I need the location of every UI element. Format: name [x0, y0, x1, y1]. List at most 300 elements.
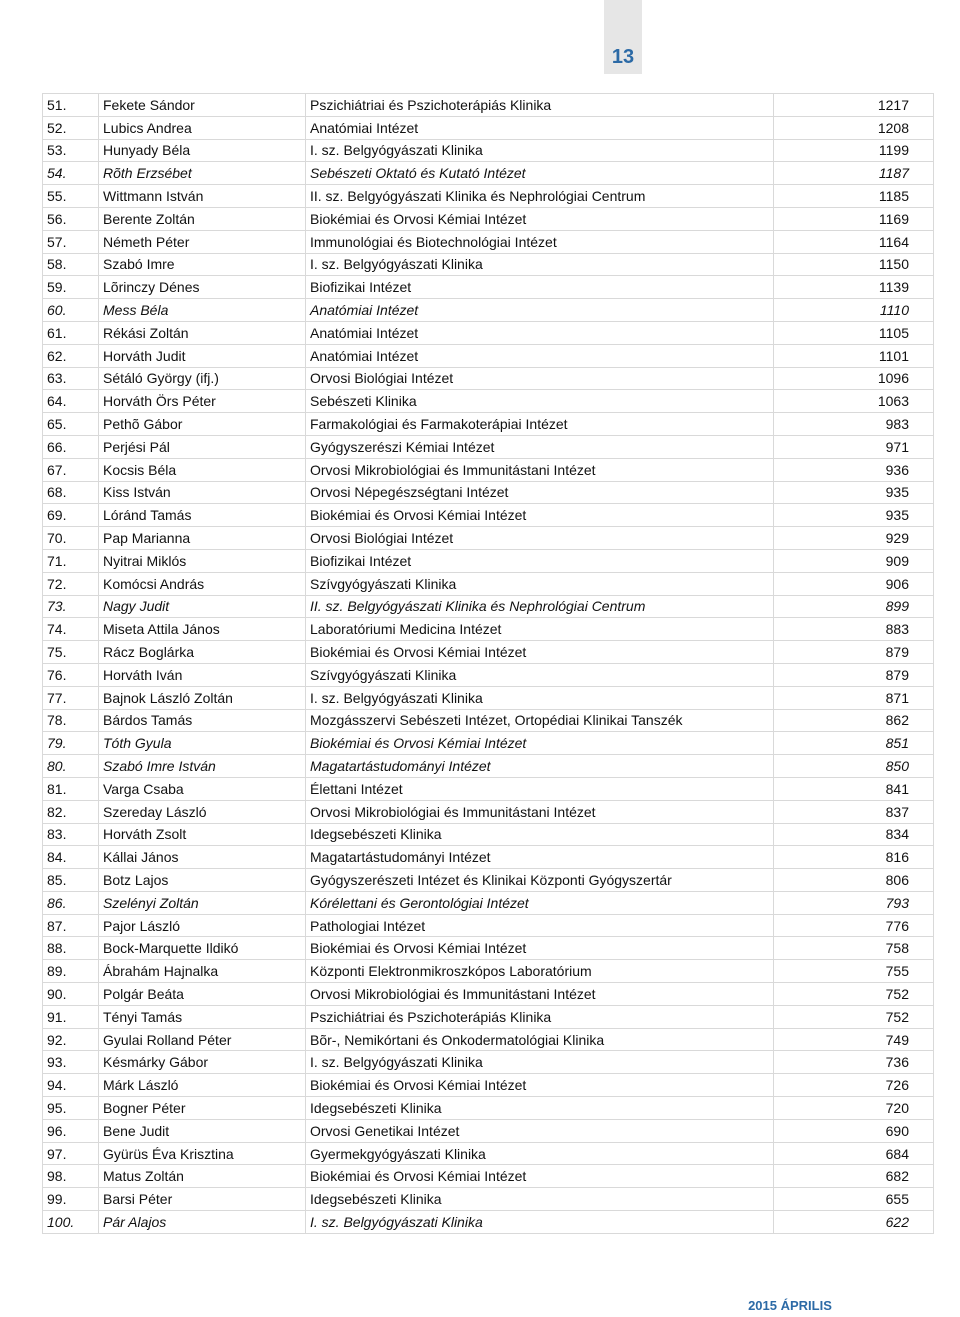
name-cell: Kállai János	[99, 846, 306, 869]
name-cell: Bene Judit	[99, 1119, 306, 1142]
institute-cell: Orvosi Biológiai Intézet	[306, 367, 774, 390]
score-cell: 758	[774, 937, 934, 960]
rank-cell: 96.	[43, 1119, 99, 1142]
rank-cell: 74.	[43, 618, 99, 641]
institute-cell: Gyermekgyógyászati Klinika	[306, 1142, 774, 1165]
institute-cell: Gyógyszerészeti Intézet és Klinikai Központi Gyógyszertár	[306, 869, 774, 892]
row-spacer	[934, 94, 960, 117]
institute-cell: Biokémiai és Orvosi Kémiai Intézet	[306, 1165, 774, 1188]
rank-cell: 56.	[43, 207, 99, 230]
rank-cell: 53.	[43, 139, 99, 162]
score-cell: 971	[774, 435, 934, 458]
rank-cell: 89.	[43, 960, 99, 983]
table-row	[43, 1142, 960, 1165]
row-spacer	[934, 777, 960, 800]
table-row	[43, 1028, 960, 1051]
score-cell: 851	[774, 732, 934, 755]
institute-cell: Biokémiai és Orvosi Kémiai Intézet	[306, 732, 774, 755]
institute-cell: I. sz. Belgyógyászati Klinika	[306, 1051, 774, 1074]
institute-cell: Élettani Intézet	[306, 777, 774, 800]
name-cell: Horváth Örs Péter	[99, 390, 306, 413]
row-spacer	[934, 299, 960, 322]
table-row	[43, 1051, 960, 1074]
rank-cell: 91.	[43, 1005, 99, 1028]
row-spacer	[934, 823, 960, 846]
institute-cell: I. sz. Belgyógyászati Klinika	[306, 253, 774, 276]
institute-cell: II. sz. Belgyógyászati Klinika és Nephrológiai Centrum	[306, 595, 774, 618]
rank-cell: 63.	[43, 367, 99, 390]
table-row	[43, 800, 960, 823]
name-cell: Berente Zoltán	[99, 207, 306, 230]
table-row	[43, 1211, 960, 1234]
table-row	[43, 983, 960, 1006]
score-cell: 883	[774, 618, 934, 641]
name-cell: Wittmann István	[99, 185, 306, 208]
rank-cell: 75.	[43, 641, 99, 664]
institute-cell: I. sz. Belgyógyászati Klinika	[306, 1211, 774, 1234]
rank-cell: 88.	[43, 937, 99, 960]
institute-cell: Orvosi Népegészségtani Intézet	[306, 481, 774, 504]
table-row	[43, 276, 960, 299]
institute-cell: Idegsebészeti Klinika	[306, 823, 774, 846]
score-cell: 1150	[774, 253, 934, 276]
rank-cell: 95.	[43, 1097, 99, 1120]
rank-cell: 98.	[43, 1165, 99, 1188]
score-cell: 935	[774, 481, 934, 504]
table-row	[43, 1097, 960, 1120]
institute-cell: Pszichiátriai és Pszichoterápiás Klinika	[306, 1005, 774, 1028]
rank-cell: 76.	[43, 663, 99, 686]
score-cell: 841	[774, 777, 934, 800]
score-cell: 622	[774, 1211, 934, 1234]
institute-cell: Orvosi Mikrobiológiai és Immunitástani Intézet	[306, 458, 774, 481]
score-cell: 879	[774, 663, 934, 686]
row-spacer	[934, 732, 960, 755]
table-row	[43, 1119, 960, 1142]
table-row	[43, 755, 960, 778]
row-spacer	[934, 1097, 960, 1120]
row-spacer	[934, 800, 960, 823]
score-cell: 935	[774, 504, 934, 527]
row-spacer	[934, 413, 960, 436]
table-row	[43, 914, 960, 937]
rank-cell: 93.	[43, 1051, 99, 1074]
institute-cell: II. sz. Belgyógyászati Klinika és Nephrológiai Centrum	[306, 185, 774, 208]
name-cell: Rácz Boglárka	[99, 641, 306, 664]
score-cell: 1208	[774, 116, 934, 139]
name-cell: Szabó Imre	[99, 253, 306, 276]
score-cell: 816	[774, 846, 934, 869]
table-row	[43, 504, 960, 527]
name-cell: Komócsi András	[99, 572, 306, 595]
table-row	[43, 641, 960, 664]
name-cell: Varga Csaba	[99, 777, 306, 800]
rank-cell: 54.	[43, 162, 99, 185]
score-cell: 1185	[774, 185, 934, 208]
table-row	[43, 185, 960, 208]
table-row	[43, 732, 960, 755]
name-cell: Botz Lajos	[99, 869, 306, 892]
rank-cell: 80.	[43, 755, 99, 778]
row-spacer	[934, 230, 960, 253]
institute-cell: Gyógyszerészi Kémiai Intézet	[306, 435, 774, 458]
rank-cell: 51.	[43, 94, 99, 117]
table-row	[43, 572, 960, 595]
score-cell: 806	[774, 869, 934, 892]
score-cell: 726	[774, 1074, 934, 1097]
row-spacer	[934, 1119, 960, 1142]
score-cell: 837	[774, 800, 934, 823]
score-cell: 850	[774, 755, 934, 778]
row-spacer	[934, 869, 960, 892]
score-cell: 862	[774, 709, 934, 732]
score-cell: 871	[774, 686, 934, 709]
institute-cell: Sebészeti Klinika	[306, 390, 774, 413]
institute-cell: Laboratóriumi Medicina Intézet	[306, 618, 774, 641]
table-row	[43, 435, 960, 458]
score-cell: 736	[774, 1051, 934, 1074]
score-cell: 1063	[774, 390, 934, 413]
table-row	[43, 527, 960, 550]
row-spacer	[934, 276, 960, 299]
name-cell: Rékási Zoltán	[99, 321, 306, 344]
table-row	[43, 618, 960, 641]
score-cell: 834	[774, 823, 934, 846]
institute-cell: Orvosi Biológiai Intézet	[306, 527, 774, 550]
row-spacer	[934, 755, 960, 778]
institute-cell: Kórélettani és Gerontológiai Intézet	[306, 891, 774, 914]
row-spacer	[934, 139, 960, 162]
name-cell: Pár Alajos	[99, 1211, 306, 1234]
institute-cell: Biofizikai Intézet	[306, 549, 774, 572]
name-cell: Bajnok László Zoltán	[99, 686, 306, 709]
row-spacer	[934, 960, 960, 983]
institute-cell: Sebészeti Oktató és Kutató Intézet	[306, 162, 774, 185]
table-row	[43, 458, 960, 481]
row-spacer	[934, 1028, 960, 1051]
footer-date: 2015 ÁPRILIS	[640, 1298, 940, 1313]
table-row	[43, 139, 960, 162]
name-cell: Pajor László	[99, 914, 306, 937]
rank-cell: 60.	[43, 299, 99, 322]
table-row	[43, 321, 960, 344]
name-cell: Rõth Erzsébet	[99, 162, 306, 185]
row-spacer	[934, 321, 960, 344]
institute-cell: Orvosi Mikrobiológiai és Immunitástani Intézet	[306, 800, 774, 823]
score-cell: 1096	[774, 367, 934, 390]
rank-cell: 87.	[43, 914, 99, 937]
row-spacer	[934, 185, 960, 208]
row-spacer	[934, 253, 960, 276]
rank-cell: 78.	[43, 709, 99, 732]
row-spacer	[934, 1188, 960, 1211]
institute-cell: Mozgásszervi Sebészeti Intézet, Ortopédiai Klinikai Tanszék	[306, 709, 774, 732]
rank-cell: 52.	[43, 116, 99, 139]
row-spacer	[934, 983, 960, 1006]
institute-cell: Immunológiai és Biotechnológiai Intézet	[306, 230, 774, 253]
table-row	[43, 549, 960, 572]
rank-cell: 72.	[43, 572, 99, 595]
institute-cell: Idegsebészeti Klinika	[306, 1188, 774, 1211]
institute-cell: Anatómiai Intézet	[306, 344, 774, 367]
score-cell: 1139	[774, 276, 934, 299]
rank-cell: 68.	[43, 481, 99, 504]
rank-cell: 71.	[43, 549, 99, 572]
row-spacer	[934, 572, 960, 595]
name-cell: Gyulai Rolland Péter	[99, 1028, 306, 1051]
score-cell: 909	[774, 549, 934, 572]
name-cell: Fekete Sándor	[99, 94, 306, 117]
name-cell: Perjési Pál	[99, 435, 306, 458]
name-cell: Bárdos Tamás	[99, 709, 306, 732]
name-cell: Lubics Andrea	[99, 116, 306, 139]
score-cell: 720	[774, 1097, 934, 1120]
institute-cell: Anatómiai Intézet	[306, 116, 774, 139]
table-row	[43, 481, 960, 504]
institute-cell: Magatartástudományi Intézet	[306, 846, 774, 869]
name-cell: Tényi Tamás	[99, 1005, 306, 1028]
rank-cell: 90.	[43, 983, 99, 1006]
score-cell: 752	[774, 1005, 934, 1028]
table-row	[43, 230, 960, 253]
name-cell: Barsi Péter	[99, 1188, 306, 1211]
score-cell: 684	[774, 1142, 934, 1165]
name-cell: Németh Péter	[99, 230, 306, 253]
table-row	[43, 207, 960, 230]
institute-cell: Biofizikai Intézet	[306, 276, 774, 299]
name-cell: Bock-Marquette Ildikó	[99, 937, 306, 960]
score-cell: 899	[774, 595, 934, 618]
table-row	[43, 94, 960, 117]
name-cell: Horváth Iván	[99, 663, 306, 686]
score-cell: 983	[774, 413, 934, 436]
name-cell: Lóránd Tamás	[99, 504, 306, 527]
institute-cell: Pszichiátriai és Pszichoterápiás Klinika	[306, 94, 774, 117]
table-row	[43, 299, 960, 322]
rank-cell: 77.	[43, 686, 99, 709]
row-spacer	[934, 641, 960, 664]
name-cell: Gyürüs Éva Krisztina	[99, 1142, 306, 1165]
name-cell: Polgár Beáta	[99, 983, 306, 1006]
rank-cell: 55.	[43, 185, 99, 208]
institute-cell: Magatartástudományi Intézet	[306, 755, 774, 778]
rank-cell: 58.	[43, 253, 99, 276]
rank-cell: 97.	[43, 1142, 99, 1165]
score-cell: 752	[774, 983, 934, 1006]
table-row	[43, 162, 960, 185]
table-row	[43, 1005, 960, 1028]
rank-cell: 86.	[43, 891, 99, 914]
rank-cell: 84.	[43, 846, 99, 869]
table-row	[43, 413, 960, 436]
row-spacer	[934, 435, 960, 458]
row-spacer	[934, 367, 960, 390]
table-row	[43, 686, 960, 709]
score-cell: 1110	[774, 299, 934, 322]
institute-cell: Idegsebészeti Klinika	[306, 1097, 774, 1120]
institute-cell: Szívgyógyászati Klinika	[306, 572, 774, 595]
score-cell: 1169	[774, 207, 934, 230]
institute-cell: I. sz. Belgyógyászati Klinika	[306, 686, 774, 709]
row-spacer	[934, 162, 960, 185]
name-cell: Nyitrai Miklós	[99, 549, 306, 572]
row-spacer	[934, 891, 960, 914]
institute-cell: Biokémiai és Orvosi Kémiai Intézet	[306, 504, 774, 527]
rank-cell: 73.	[43, 595, 99, 618]
rank-cell: 83.	[43, 823, 99, 846]
rank-cell: 65.	[43, 413, 99, 436]
score-cell: 655	[774, 1188, 934, 1211]
name-cell: Mess Béla	[99, 299, 306, 322]
table-row	[43, 869, 960, 892]
table-row	[43, 390, 960, 413]
row-spacer	[934, 549, 960, 572]
row-spacer	[934, 207, 960, 230]
row-spacer	[934, 116, 960, 139]
row-spacer	[934, 1211, 960, 1234]
table-row	[43, 595, 960, 618]
rank-cell: 99.	[43, 1188, 99, 1211]
name-cell: Pap Marianna	[99, 527, 306, 550]
score-cell: 749	[774, 1028, 934, 1051]
rank-cell: 100.	[43, 1211, 99, 1234]
institute-cell: Orvosi Genetikai Intézet	[306, 1119, 774, 1142]
table-row	[43, 663, 960, 686]
row-spacer	[934, 1165, 960, 1188]
name-cell: Szereday László	[99, 800, 306, 823]
row-spacer	[934, 390, 960, 413]
rank-cell: 69.	[43, 504, 99, 527]
row-spacer	[934, 504, 960, 527]
score-cell: 879	[774, 641, 934, 664]
score-cell: 793	[774, 891, 934, 914]
rank-cell: 67.	[43, 458, 99, 481]
name-cell: Bogner Péter	[99, 1097, 306, 1120]
score-cell: 929	[774, 527, 934, 550]
table-row	[43, 367, 960, 390]
name-cell: Lõrinczy Dénes	[99, 276, 306, 299]
table-row	[43, 823, 960, 846]
rank-cell: 66.	[43, 435, 99, 458]
score-cell: 755	[774, 960, 934, 983]
name-cell: Horváth Zsolt	[99, 823, 306, 846]
row-spacer	[934, 709, 960, 732]
score-cell: 682	[774, 1165, 934, 1188]
rank-cell: 59.	[43, 276, 99, 299]
score-cell: 1101	[774, 344, 934, 367]
institute-cell: I. sz. Belgyógyászati Klinika	[306, 139, 774, 162]
score-cell: 1199	[774, 139, 934, 162]
score-cell: 1217	[774, 94, 934, 117]
name-cell: Miseta Attila János	[99, 618, 306, 641]
name-cell: Horváth Judit	[99, 344, 306, 367]
institute-cell: Központi Elektronmikroszkópos Laboratórium	[306, 960, 774, 983]
score-cell: 1105	[774, 321, 934, 344]
institute-cell: Biokémiai és Orvosi Kémiai Intézet	[306, 1074, 774, 1097]
rank-cell: 62.	[43, 344, 99, 367]
score-cell: 1164	[774, 230, 934, 253]
rank-cell: 57.	[43, 230, 99, 253]
table-row	[43, 1074, 960, 1097]
row-spacer	[934, 527, 960, 550]
institute-cell: Anatómiai Intézet	[306, 321, 774, 344]
row-spacer	[934, 618, 960, 641]
row-spacer	[934, 846, 960, 869]
name-cell: Késmárky Gábor	[99, 1051, 306, 1074]
institute-cell: Pathologiai Intézet	[306, 914, 774, 937]
row-spacer	[934, 1005, 960, 1028]
rank-cell: 61.	[43, 321, 99, 344]
table-row	[43, 1188, 960, 1211]
ranking-table-body	[43, 94, 960, 1234]
row-spacer	[934, 937, 960, 960]
rank-cell: 79.	[43, 732, 99, 755]
page-number: 13	[604, 0, 642, 74]
rank-cell: 70.	[43, 527, 99, 550]
row-spacer	[934, 344, 960, 367]
table-row	[43, 253, 960, 276]
name-cell: Tóth Gyula	[99, 732, 306, 755]
institute-cell: Anatómiai Intézet	[306, 299, 774, 322]
score-cell: 906	[774, 572, 934, 595]
row-spacer	[934, 595, 960, 618]
rank-cell: 64.	[43, 390, 99, 413]
institute-cell: Biokémiai és Orvosi Kémiai Intézet	[306, 937, 774, 960]
table-row	[43, 709, 960, 732]
name-cell: Márk László	[99, 1074, 306, 1097]
table-row	[43, 1165, 960, 1188]
rank-cell: 92.	[43, 1028, 99, 1051]
name-cell: Kocsis Béla	[99, 458, 306, 481]
table-row	[43, 891, 960, 914]
institute-cell: Farmakológiai és Farmakoterápiai Intézet	[306, 413, 774, 436]
row-spacer	[934, 1142, 960, 1165]
rank-cell: 94.	[43, 1074, 99, 1097]
name-cell: Szabó Imre István	[99, 755, 306, 778]
institute-cell: Orvosi Mikrobiológiai és Immunitástani Intézet	[306, 983, 774, 1006]
table-row	[43, 116, 960, 139]
score-cell: 1187	[774, 162, 934, 185]
name-cell: Pethõ Gábor	[99, 413, 306, 436]
institute-cell: Biokémiai és Orvosi Kémiai Intézet	[306, 207, 774, 230]
institute-cell: Szívgyógyászati Klinika	[306, 663, 774, 686]
score-cell: 690	[774, 1119, 934, 1142]
row-spacer	[934, 1074, 960, 1097]
ranking-table	[42, 93, 960, 1234]
name-cell: Nagy Judit	[99, 595, 306, 618]
table-row	[43, 846, 960, 869]
row-spacer	[934, 914, 960, 937]
name-cell: Sétáló György (ifj.)	[99, 367, 306, 390]
rank-cell: 85.	[43, 869, 99, 892]
table-row	[43, 937, 960, 960]
table-row	[43, 960, 960, 983]
rank-cell: 82.	[43, 800, 99, 823]
name-cell: Hunyady Béla	[99, 139, 306, 162]
name-cell: Kiss István	[99, 481, 306, 504]
institute-cell: Bõr-, Nemikórtani és Onkodermatológiai Klinika	[306, 1028, 774, 1051]
row-spacer	[934, 1051, 960, 1074]
table-row	[43, 344, 960, 367]
institute-cell: Biokémiai és Orvosi Kémiai Intézet	[306, 641, 774, 664]
table-row	[43, 777, 960, 800]
row-spacer	[934, 458, 960, 481]
row-spacer	[934, 686, 960, 709]
row-spacer	[934, 663, 960, 686]
score-cell: 936	[774, 458, 934, 481]
row-spacer	[934, 481, 960, 504]
rank-cell: 81.	[43, 777, 99, 800]
